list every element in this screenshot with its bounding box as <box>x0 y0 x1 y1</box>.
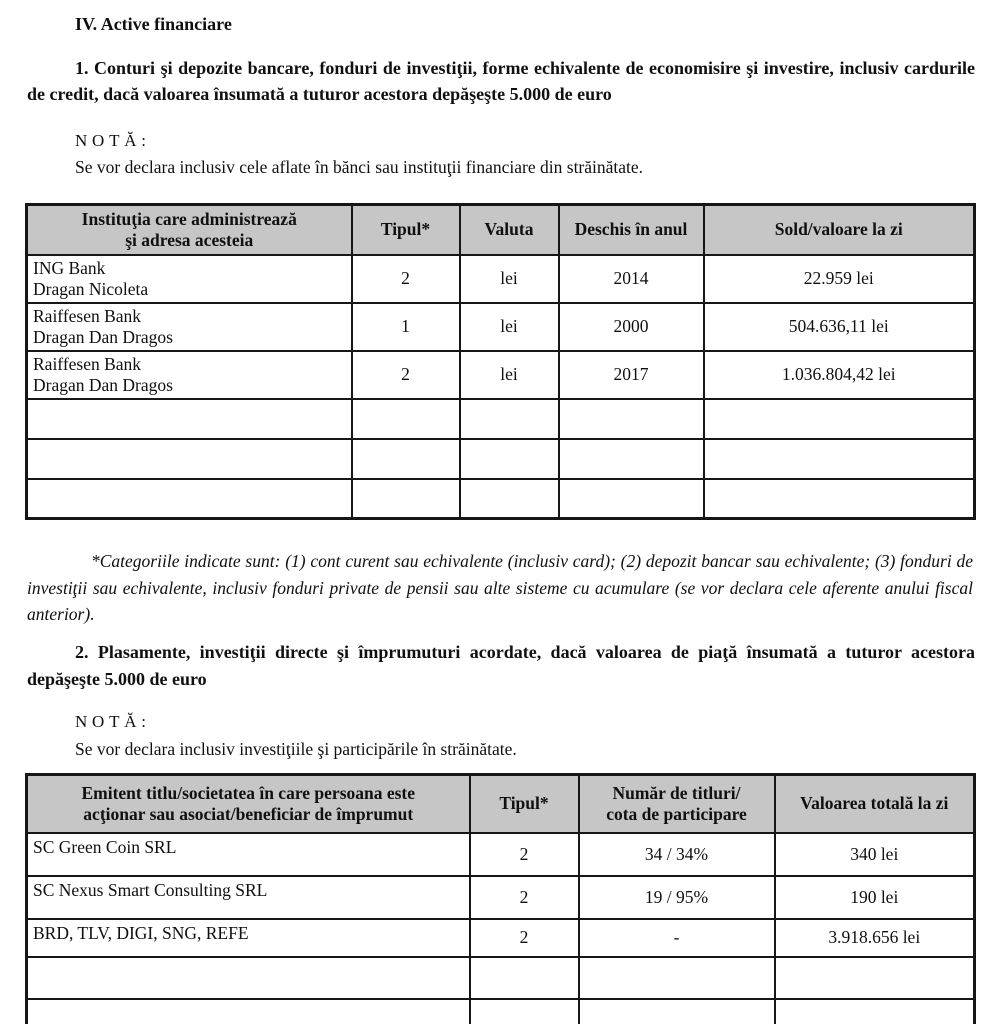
type-cell: 2 <box>470 833 579 876</box>
shares-cell <box>579 957 775 999</box>
cell-line: ING Bank <box>33 257 106 278</box>
col-header-institution <box>27 205 352 255</box>
table-row-empty <box>27 999 975 1024</box>
table-row-empty <box>27 479 975 519</box>
institution-cell <box>27 399 352 439</box>
col-header-balance: Sold/valoare la zi <box>704 205 975 255</box>
table-row-empty <box>27 439 975 479</box>
col-header-opened: Deschis în anul <box>559 205 704 255</box>
balance-cell <box>704 399 975 439</box>
type-cell: 2 <box>352 255 460 303</box>
header-line: Număr de titluri/ <box>612 782 741 803</box>
investments-header-row <box>27 775 975 833</box>
item2-heading: 2. Plasamente, investiţii directe şi împrumuturi acordate, dacă valoarea de piaţă însumată a tuturor acestora depăşeşte 5.000 de euro <box>27 642 975 689</box>
shares-cell: - <box>579 919 775 957</box>
currency-cell <box>460 479 559 519</box>
table-row <box>27 919 975 957</box>
table-row <box>27 351 975 399</box>
bank-accounts-header-row <box>27 205 975 255</box>
currency-cell: lei <box>460 303 559 351</box>
type-cell: 1 <box>352 303 460 351</box>
item2-note-label: NOTĂ: <box>75 712 151 731</box>
opened-cell: 2017 <box>559 351 704 399</box>
cell-line: Raiffesen Bank <box>33 353 142 374</box>
col-header-type: Tipul* <box>352 205 460 255</box>
balance-cell: 504.636,11 lei <box>704 303 975 351</box>
table-row-empty <box>27 399 975 439</box>
item2-note-text: Se vor declara inclusiv investiţiile şi participările în străinătate. <box>75 739 517 759</box>
col-header-total-value: Valoarea totală la zi <box>775 775 975 833</box>
currency-cell: lei <box>460 351 559 399</box>
opened-cell: 2000 <box>559 303 704 351</box>
item1-note-label: NOTĂ: <box>75 131 151 150</box>
issuer-cell <box>27 957 470 999</box>
table-row-empty <box>27 957 975 999</box>
balance-cell: 22.959 lei <box>704 255 975 303</box>
shares-cell <box>579 999 775 1024</box>
opened-cell <box>559 479 704 519</box>
cell-line: Raiffesen Bank <box>33 305 142 326</box>
type-cell <box>352 439 460 479</box>
institution-cell <box>27 479 352 519</box>
value-cell <box>775 957 975 999</box>
type-cell <box>470 957 579 999</box>
header-line: cota de participare <box>606 803 747 824</box>
institution-cell <box>27 303 352 351</box>
item1-heading: 1. Conturi şi depozite bancare, fonduri de investiţii, forme echivalente de economisire şi investire, inclusiv cardurile de credit, dacă valoarea însumată a tuturor acestora depăşeşte 5.000 de euro <box>27 58 975 104</box>
institution-cell <box>27 439 352 479</box>
cell-line: Dragan Dan Dragos <box>33 326 173 347</box>
issuer-cell: BRD, TLV, DIGI, SNG, REFE <box>27 919 470 957</box>
cell-line: Dragan Dan Dragos <box>33 374 173 395</box>
currency-cell: lei <box>460 255 559 303</box>
col-header-currency: Valuta <box>460 205 559 255</box>
value-cell: 340 lei <box>775 833 975 876</box>
shares-cell: 19 / 95% <box>579 876 775 919</box>
col-header-shares <box>579 775 775 833</box>
shares-cell: 34 / 34% <box>579 833 775 876</box>
opened-cell <box>559 439 704 479</box>
header-line: Instituţia care administrează <box>81 208 297 229</box>
type-cell <box>470 999 579 1024</box>
header-line: Emitent titlu/societatea în care persoana este <box>81 782 416 803</box>
bank-accounts-table <box>25 203 976 520</box>
col-header-type: Tipul* <box>470 775 579 833</box>
balance-cell <box>704 479 975 519</box>
opened-cell <box>559 399 704 439</box>
type-cell <box>352 479 460 519</box>
institution-cell <box>27 351 352 399</box>
section-title: IV. Active financiare <box>75 14 232 34</box>
cell-line: Dragan Nicoleta <box>33 278 149 299</box>
value-cell <box>775 999 975 1024</box>
currency-cell <box>460 439 559 479</box>
balance-cell <box>704 439 975 479</box>
institution-cell <box>27 255 352 303</box>
table-row <box>27 876 975 919</box>
opened-cell: 2014 <box>559 255 704 303</box>
value-cell: 190 lei <box>775 876 975 919</box>
table-row <box>27 303 975 351</box>
currency-cell <box>460 399 559 439</box>
type-cell: 2 <box>352 351 460 399</box>
header-line: şi adresa acesteia <box>125 229 254 250</box>
investments-table <box>25 773 976 1024</box>
col-header-issuer <box>27 775 470 833</box>
type-cell: 2 <box>470 876 579 919</box>
table-row <box>27 833 975 876</box>
header-line: acţionar sau asociat/beneficiar de împrumut <box>83 803 414 824</box>
type-cell <box>352 399 460 439</box>
categories-footnote: *Categoriile indicate sunt: (1) cont curent sau echivalente (inclusiv card); (2) depozit bancar sau echivalente; (3) fonduri de investiţii sau echivalente, inclusiv fonduri private de pensii sau alte sisteme cu acumulare (se vor declara cele aferente anului fiscal anterior). <box>27 551 973 624</box>
type-cell: 2 <box>470 919 579 957</box>
balance-cell: 1.036.804,42 lei <box>704 351 975 399</box>
issuer-cell: SC Nexus Smart Consulting SRL <box>27 876 470 919</box>
issuer-cell: SC Green Coin SRL <box>27 833 470 876</box>
item1-note-text: Se vor declara inclusiv cele aflate în bănci sau instituţii financiare din străinătate. <box>75 157 644 177</box>
table-row <box>27 255 975 303</box>
value-cell: 3.918.656 lei <box>775 919 975 957</box>
issuer-cell <box>27 999 470 1024</box>
